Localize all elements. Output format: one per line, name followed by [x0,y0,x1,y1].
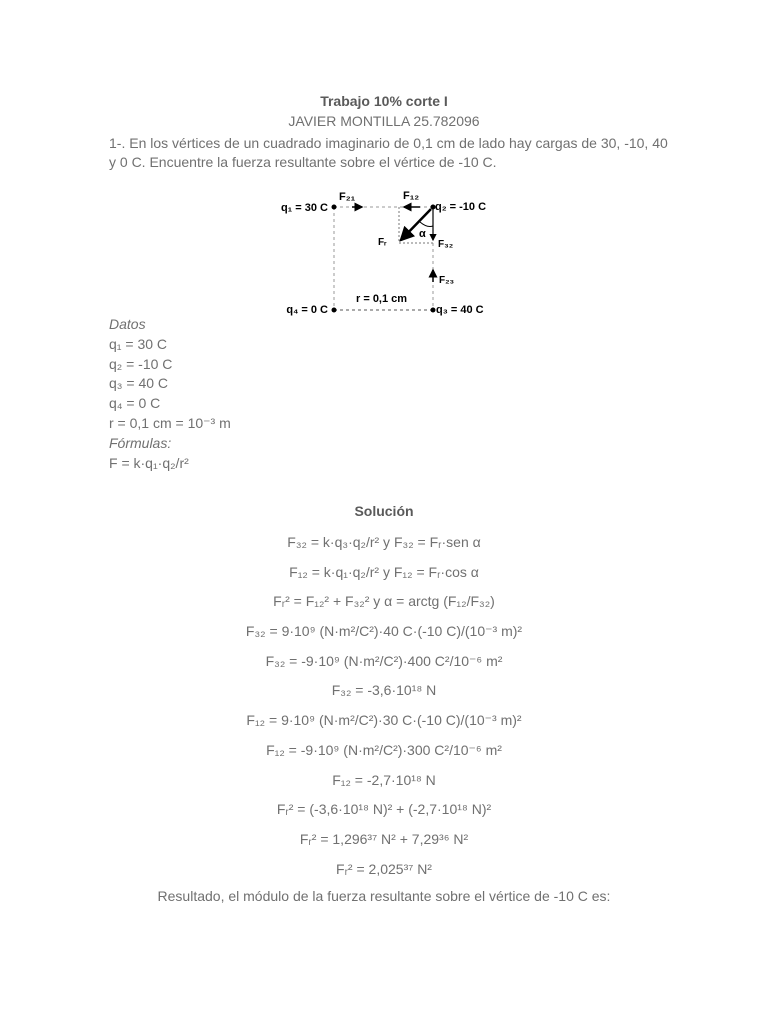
equation: F₁₂ = 9·10⁹ (N·m²/C²)·30 C·(-10 C)/(10⁻³ m)² [246,712,522,729]
equations-list [0,532,768,888]
datos-heading: Datos [109,316,146,332]
document-title: Trabajo 10% corte I [320,93,448,109]
equation: F₁₂ = -9·10⁹ (N·m²/C²)·300 C²/10⁻⁶ m² [266,741,502,758]
equation: F₃₂ = 9·10⁹ (N·m²/C²)·40 C·(-10 C)/(10⁻³ m)² [245,623,523,640]
label-f32: F₃₂ [438,239,454,250]
equation: Fᵣ² = F₁₂² + F₃₂² y α = arctg (F₁₂/F₃₂) [273,593,495,610]
vector-fr [401,209,431,240]
label-q2: q₂ = -10 C [435,201,487,213]
datos-item: q₁ = 30 C [109,335,168,352]
equation: F₃₂ = -3,6·10¹⁸ N [331,682,437,699]
label-alpha: α [419,228,426,240]
charges-square-diagram [270,182,500,322]
label-q4: q₄ = 0 C [286,304,328,316]
datos-item: q₂ = -10 C [109,355,173,372]
label-q3: q₃ = 40 C [436,304,484,316]
formula: F = k·q₁·q₂/r² [109,454,189,471]
solucion-heading: Solución [354,503,414,519]
charge-q4-dot [332,308,337,313]
charge-q1-dot [332,205,337,210]
author-line: JAVIER MONTILLA 25.782096 [288,113,480,129]
formulas-heading: Fórmulas: [109,434,172,451]
label-fr: Fᵣ [378,237,387,248]
label-f12: F₁₂ [403,190,420,202]
result-text: Resultado, el módulo de la fuerza resultante sobre el vértice de -10 C es: [157,888,611,904]
equation: F₁₂ = k·q₁·q₂/r² y F₁₂ = Fᵣ·cos α [289,563,479,580]
equation: F₁₂ = -2,7·10¹⁸ N [332,771,436,788]
equation: Fᵣ² = 1,296³⁷ N² + 7,29³⁶ N² [299,830,469,847]
alpha-arc [420,222,433,227]
equation: Fᵣ² = (-3,6·10¹⁸ N)² + (-2,7·10¹⁸ N)² [276,801,492,818]
label-q1: q₁ = 30 C [280,202,328,214]
equation: F₃₂ = k·q₃·q₂/r² y F₃₂ = Fᵣ·sen α [287,534,481,550]
datos-item: q₄ = 0 C [109,395,161,412]
problem-statement: 1-. En los vértices de un cuadrado imaginario de 0,1 cm de lado hay cargas de 30, -10, 40 y 0 C. Encuentre la fuerza resultante sobre el vértice de -10 C. [109,135,668,170]
equation: F₃₂ = -9·10⁹ (N·m²/C²)·400 C²/10⁻⁶ m² [265,652,503,669]
charge-q3-dot [431,308,436,313]
datos-item: q₃ = 40 C [109,375,169,392]
equation: Fᵣ² = 2,025³⁷ N² [336,860,432,877]
datos-section [109,315,231,473]
label-r: r = 0,1 cm [356,293,408,305]
label-f21: F₂₁ [339,191,356,203]
label-f23: F₂₃ [439,275,455,286]
datos-item: r = 0,1 cm = 10⁻³ m [109,414,231,431]
